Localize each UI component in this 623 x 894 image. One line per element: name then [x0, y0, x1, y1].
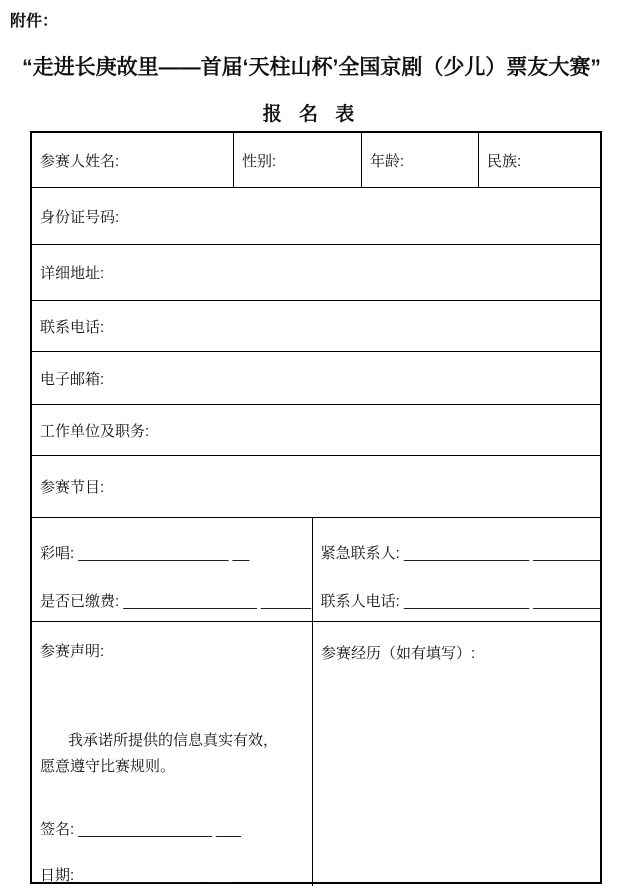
- row-basic-info: [32, 133, 600, 188]
- row-payment-contact: [32, 518, 600, 622]
- row-program: [32, 456, 600, 518]
- registration-form-table: [30, 131, 602, 884]
- row-work-unit: [32, 405, 600, 456]
- field-age: 年龄:: [362, 133, 479, 187]
- row-phone: [32, 301, 600, 352]
- row-id-number: [32, 188, 600, 245]
- field-phone: 联系电话:: [40, 318, 105, 336]
- field-signature: 签名: ________________ ___: [40, 821, 242, 838]
- cell-emergency-contact: [313, 518, 600, 621]
- row-declaration-experience: [32, 622, 600, 886]
- document-title: “走进长庚故里——首届‘天柱山杯’全国京剧（少儿）票友大赛”: [22, 56, 601, 79]
- field-work-unit: 工作单位及职务:: [40, 422, 150, 440]
- field-experience: 参赛经历（如有填写）:: [321, 645, 476, 662]
- field-date: 日期: _______________ ___: [40, 867, 233, 884]
- row-address: [32, 245, 600, 301]
- form-title: 报 名 表: [262, 104, 361, 125]
- field-paid-status: 是否已缴费: ________________ ______: [40, 592, 312, 610]
- field-contact-phone: 联系人电话: _______________ ________: [320, 592, 600, 610]
- field-emergency-contact: 紧急联系人: _______________ ________: [320, 544, 600, 562]
- attachment-label: 附件：: [10, 13, 59, 30]
- field-gender: 性别:: [234, 133, 362, 187]
- declaration-title: 参赛声明:: [40, 643, 105, 660]
- cell-experience: [313, 622, 600, 886]
- field-contestant-name: 参赛人姓名:: [32, 133, 234, 187]
- field-ethnicity: 民族:: [487, 152, 522, 170]
- field-address: 详细地址:: [40, 265, 105, 282]
- declaration-paragraph: [40, 728, 304, 780]
- field-costume-singing: 彩唱: __________________ __: [40, 544, 250, 562]
- field-program: 参赛节目:: [40, 479, 105, 496]
- field-id-number: 身份证号码:: [40, 208, 120, 226]
- declaration-line1: 我承诺所提供的信息真实有效，: [68, 732, 279, 749]
- cell-declaration: [32, 622, 313, 886]
- field-email: 电子邮箱:: [40, 370, 105, 388]
- declaration-line2: 愿意遵守比赛规则。: [40, 758, 176, 775]
- row-email: [32, 352, 600, 405]
- cell-costume-payment: [32, 518, 313, 621]
